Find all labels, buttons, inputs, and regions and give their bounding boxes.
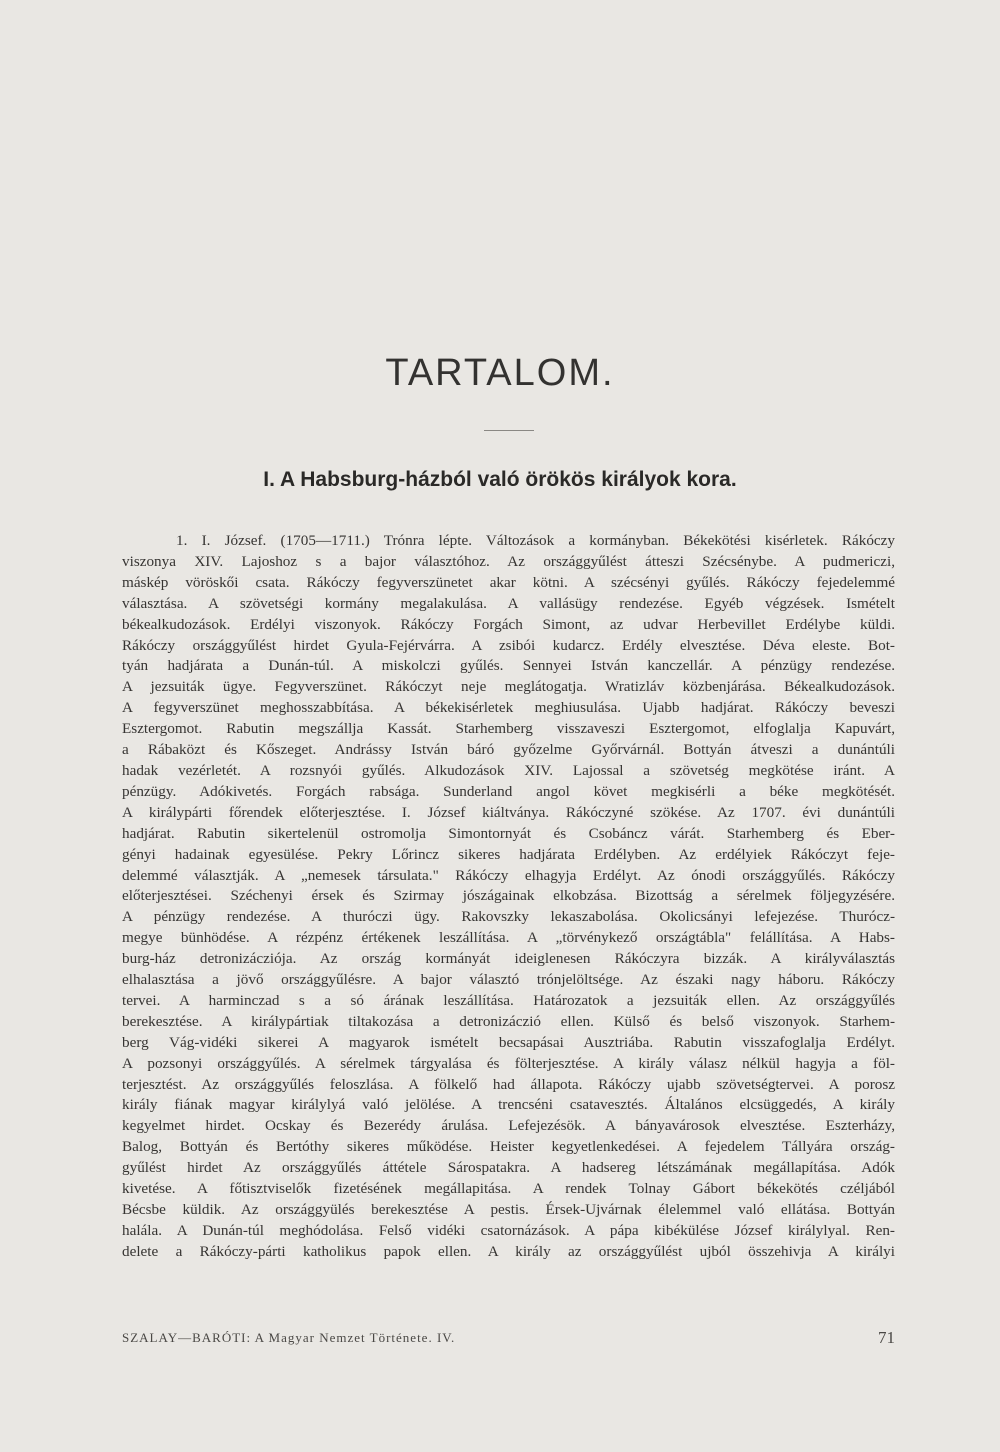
body-line: előterjesztései. Széchenyi érsek és Szirmay jószágainak elkobzása. Bizottság a sérelmek följegyzésére. bbox=[122, 887, 895, 905]
body-line: kivetése. A főtisztviselők fizetésének megállapitása. A rendek Tolnay Gábort békekötés czéljából bbox=[122, 1180, 895, 1198]
body-line: halála. A Dunán-túl meghódolása. Felső vidéki csatornázások. A pápa kibékülése József királylyal. Ren- bbox=[122, 1221, 895, 1239]
body-line: máskép vöröskői csata. Rákóczy fegyverszünetet akar kötni. A szécsényi gyűlés. Rákóczy fejedelemmé bbox=[122, 573, 895, 591]
page-number: 71 bbox=[878, 1328, 895, 1347]
body-line: terjesztést. Az országgyűlés feloszlása. A fölkelő had állapota. Rákóczy ujabb szövetségtervei. A porosz bbox=[122, 1075, 895, 1093]
body-line: kegyelmet hirdet. Ocskay és Bezerédy árulása. Lefejezésök. A bányavárosok elvesztése. Eszterházy, bbox=[122, 1117, 895, 1135]
body-line: viszonya XIV. Lajoshoz s a bajor választóhoz. Az országgyűlést átteszi Szécsénybe. A pudmericzi, bbox=[122, 552, 895, 570]
body-line: tyán hadjárata a Dunán-túl. A miskolczi gyűlés. Sennyei István kanczellár. A pénzügy rendezése. bbox=[122, 657, 895, 675]
body-line: király fiának magyar királylyá való jelölése. A trencséni csatavesztés. Általános elcsüggedés, A király bbox=[122, 1096, 895, 1114]
body-line: Esztergomot. Rabutin megszállja Kassát. Starhemberg visszaveszi Esztergomot, elfoglalja Kapuvárt, bbox=[122, 720, 895, 738]
body-line: A fegyverszünet meghosszabbítása. A békekisérletek meghiusulása. Ujabb hadjárat. Rákóczy beveszi bbox=[122, 699, 895, 717]
body-line: Balog, Bottyán és Bertóthy sikeres működése. Heister kegyetlenkedései. A fejedelem Tállyára ország- bbox=[122, 1138, 895, 1156]
contents-body bbox=[122, 531, 895, 1263]
title-divider bbox=[484, 430, 534, 431]
body-line: burg-ház detronizácziója. Az ország kormányát ideiglenesen Rákóczyra bizzák. A királyválasztás bbox=[122, 950, 895, 968]
body-line: A jezsuiták ügye. Fegyverszünet. Rákóczyt neje meglátogatja. Wratizláv közbenjárása. Békealkudozások. bbox=[122, 678, 895, 696]
body-line: pénzügy. Adókivetés. Forgách rabsága. Sunderland angol követ megkisérli a béke megkötését. bbox=[122, 782, 895, 800]
body-line: A pénzügy rendezése. A thuróczi ügy. Rakovszky lekaszabolása. Okolicsányi lefejezése. Thurócz- bbox=[122, 908, 895, 926]
body-line: delete a Rákóczy-párti katholikus papok ellen. A király az országgyűlést ujból összehivja A királyi bbox=[122, 1242, 895, 1260]
page-footer bbox=[122, 1330, 895, 1354]
body-line: A pozsonyi országgyűlés. A sérelmek tárgyalása és fölterjesztése. A király válasz nélkül hagyja a föl- bbox=[122, 1054, 895, 1072]
body-line: békealkudozások. Erdélyi viszonyok. Rákóczy Forgách Simont, az udvar Herbevillet Erdélybe küldi. bbox=[122, 615, 895, 633]
body-line: Rákóczy országgyűlést hirdet Gyula-Fejérvárra. A zsibói kudarcz. Erdély elvesztése. Déva eleste. Bot- bbox=[122, 636, 895, 654]
page-title: TARTALOM. bbox=[385, 352, 615, 394]
body-line: hadjárat. Rabutin sikertelenül ostromolja Simontornyát és Csobáncz várát. Starhemberg és Eber- bbox=[122, 824, 895, 842]
body-line: Bécsbe küldik. Az országgyülés berekesztése A pestis. Érsek-Ujvárnak élelemmel való ellátása. Bottyán bbox=[122, 1201, 895, 1218]
body-line: berg Vág-vidéki sikerei A magyarok ismételt becsapásai Ausztriába. Rabutin visszafoglalja Erdélyt. bbox=[122, 1033, 895, 1051]
body-line: a Rábaközt és Kőszeget. Andrássy István báró győzelme Győrvárnál. Bottyán átveszi a dunántúli bbox=[122, 741, 895, 759]
body-line: berekesztése. A királypártiak tiltakozása a detronizáczió ellen. Külső és belső viszonyok. Starhem- bbox=[122, 1012, 895, 1030]
body-line: elhalasztása a jövő országgyűlésre. A bajor választó trónjelöltsége. Az északi nagy háboru. Rákóczy bbox=[122, 971, 895, 989]
running-footer-citation: SZALAY—BARÓTI: A Magyar Nemzet Története. IV. bbox=[122, 1330, 456, 1345]
body-line: delemmé választják. A „nemesek társulata." Rákóczy elhagyja Erdélyt. Az ónodi országgyűlés. Rákóczy bbox=[122, 866, 895, 884]
body-line: hadak vezérletét. A rozsnyói gyűlés. Alkudozások XIV. Lajossal a szövetség megkötése iránt. A bbox=[122, 761, 895, 779]
body-line: gyűlést hirdet Az országgyűlés áttétele Sárospatakra. A hadsereg létszámának megállapítása. Adók bbox=[122, 1159, 895, 1177]
body-line: A királypárti főrendek előterjesztése. I. József kiáltványa. Rákóczyné szökése. Az 1707. évi dunántúli bbox=[122, 803, 895, 821]
body-line: 1. I. József. (1705—1711.) Trónra lépte. Változások a kormányban. Békekötési kisérletek. Rákóczy bbox=[176, 532, 895, 549]
section-heading: I. A Habsburg-házból való örökös királyok kora. bbox=[263, 468, 737, 491]
body-line: választása. A szövetségi kormány megalakulása. A vallásügy rendezése. Egyéb végzések. Ismételt bbox=[122, 594, 895, 612]
body-line: megye bünhödése. A rézpénz értékenek leszállítása. A „törvénykező országtábla" felállítása. A Habs- bbox=[122, 929, 895, 947]
body-line: gényi hadainak egyesülése. Pekry Lőrincz sikeres hadjárata Erdélyben. Az erdélyiek Rákóczyt feje- bbox=[122, 845, 895, 863]
body-line: tervei. A harminczad s a só árának leszállítása. Határozatok a jezsuiták ellen. Az országgyűlés bbox=[122, 991, 895, 1009]
